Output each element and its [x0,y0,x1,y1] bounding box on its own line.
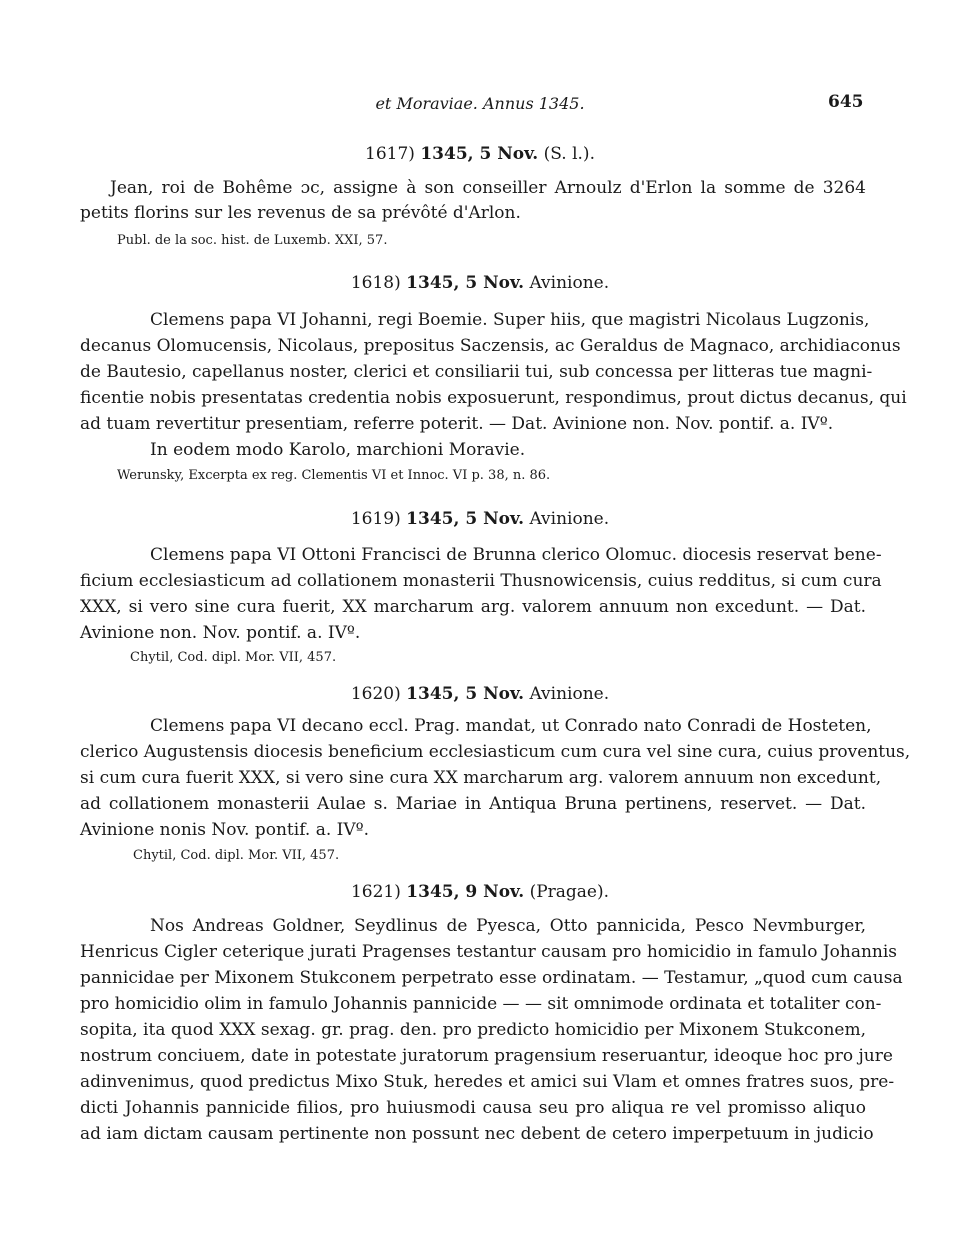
entry-heading-1617 [0,144,960,164]
body-line: Nos Andreas Goldner, Seydlinus de Pyesca, Otto pannicida, Pesco Nevmburger, [150,916,866,936]
body-line: Avinione non. Nov. pontif. a. IVº. [80,623,361,643]
body-line: ad iam dictam causam pertinente non possunt nec debent de cetero imperpetuum in judicio [80,1124,874,1144]
source-citation: Publ. de la soc. hist. de Luxemb. XXI, 57. [117,233,388,248]
entry-heading-1621 [0,882,960,902]
entry-heading-1618 [0,273,960,293]
body-line: ad collationem monasterii Aulae s. Mariae in Antiqua Bruna pertinens, reservet. — Dat. [80,794,866,814]
body-line: In eodem modo Karolo, marchioni Moravie. [150,440,526,460]
body-line: si cum cura fuerit XXX, si vero sine cura XX marcharum arg. valorem annuum non excedunt, [80,768,882,788]
entry-heading-1619 [0,509,960,529]
entry-number: 1621) [350,882,401,902]
entry-place: Avinione. [529,684,610,704]
entry-place: Avinione. [529,273,610,293]
body-line: Clemens papa VI decano eccl. Prag. mandat, ut Conrado nato Conradi de Hosteten, [150,716,872,736]
body-line: XXX, si vero sine cura fuerit, XX marcharum arg. valorem annuum non excedunt. — Dat. [80,597,866,617]
entry-place: (Pragae). [529,882,610,902]
body-line: Jean, roi de Bohême ɔc, assigne à son conseiller Arnoulz d'Erlon la somme de 3264 [110,178,866,198]
body-line: sopita, ita quod XXX sexag. gr. prag. den. pro predicto homicidio per Mixonem Stukconem, [80,1020,866,1040]
body-line: nostrum conciuem, date in potestate juratorum pragensium reseruantur, ideoque hoc pro jure [80,1046,893,1066]
entry-number: 1618) [350,273,401,293]
body-line: clerico Augustensis diocesis beneficium ecclesiasticum cum cura vel sine cura, cuius proventus, [80,742,911,762]
entry-date: 1345, 5 Nov. [420,144,539,164]
body-line: Clemens papa VI Johanni, regi Boemie. Super hiis, que magistri Nicolaus Lugzonis, [150,310,870,330]
entry-place: (S. l.). [543,144,595,164]
entry-date: 1345, 5 Nov. [406,684,525,704]
entry-date: 1345, 5 Nov. [406,509,525,529]
source-citation: Chytil, Cod. dipl. Mor. VII, 457. [133,848,340,863]
body-line: Clemens papa VI Ottoni Francisci de Brunna clerico Olomuc. diocesis reservat bene- [150,545,882,565]
entry-date: 1345, 5 Nov. [406,273,525,293]
body-line: decanus Olomucensis, Nicolaus, prepositus Saczensis, ac Geraldus de Magnaco, archidiaconus [80,336,901,356]
body-line: Henricus Cigler ceterique jurati Pragenses testantur causam pro homicidio in famulo Johannis [80,942,898,962]
body-line: ficentie nobis presentatas credentia nobis exposuerunt, respondimus, prout dictus decanus, qui [80,388,907,408]
page-number: 645 [828,92,864,112]
entry-date: 1345, 9 Nov. [406,882,525,902]
entry-number: 1617) [365,144,415,164]
body-line: dicti Johannis pannicide filios, pro huiusmodi causa seu pro aliqua re vel promisso aliquo [80,1098,866,1118]
running-title: et Moraviae. Annus 1345. [375,94,585,113]
entry-number: 1619) [350,509,401,529]
body-line: petits florins sur les revenus de sa prévôté d'Arlon. [80,203,521,223]
body-line: Avinione nonis Nov. pontif. a. IVº. [80,820,370,840]
body-line: pro homicidio olim in famulo Johannis pannicide — — sit omnimode ordinata et totaliter con- [80,994,882,1014]
entry-number: 1620) [350,684,401,704]
source-citation: Chytil, Cod. dipl. Mor. VII, 457. [130,650,337,665]
entry-place: Avinione. [529,509,610,529]
body-line: pannicidae per Mixonem Stukconem perpetrato esse ordinatam. — Testamur, „quod cum causa [80,968,903,988]
entry-heading-1620 [0,684,960,704]
body-line: de Bautesio, capellanus noster, clerici et consiliarii tui, sub concessa per litteras tue magni- [80,362,873,382]
source-citation: Werunsky, Excerpta ex reg. Clementis VI et Innoc. VI p. 38, n. 86. [117,468,551,483]
body-line: adinvenimus, quod predictus Mixo Stuk, heredes et amici sui Vlam et omnes fratres suos, pre- [80,1072,895,1092]
body-line: ficium ecclesiasticum ad collationem monasterii Thusnowicensis, cuius redditus, si cum cura [80,571,882,591]
body-line: ad tuam revertitur presentiam, referre poterit. — Dat. Avinione non. Nov. pontif. a. IVº. [80,414,834,434]
